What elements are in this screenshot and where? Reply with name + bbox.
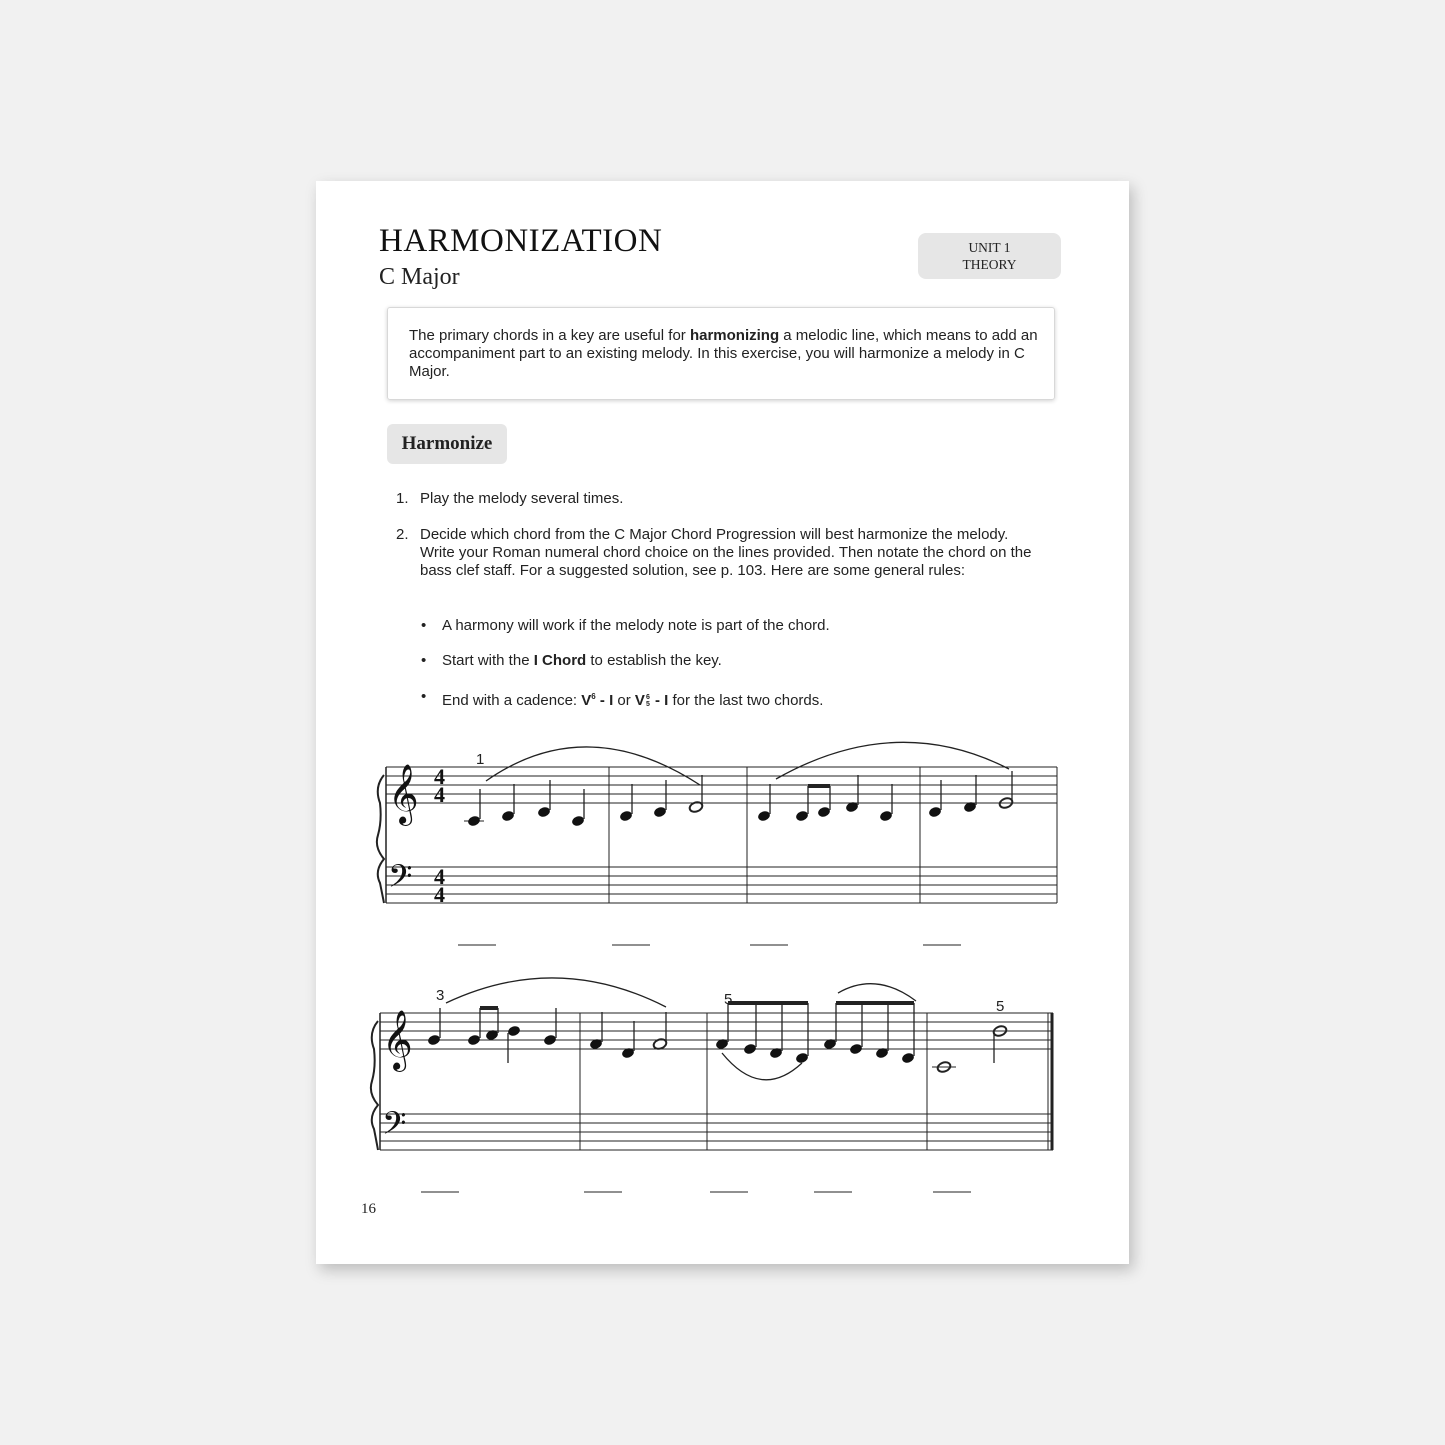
- system-1: [377, 742, 1057, 945]
- rule-text: A harmony will work if the melody note is part of the chord.: [442, 617, 830, 634]
- unit-label: UNIT 1: [968, 240, 1011, 255]
- fingering-number: 3: [436, 987, 445, 1004]
- fingering-number: 5: [996, 998, 1005, 1015]
- treble-clef-icon: 𝄞: [382, 1010, 413, 1070]
- time-sig-top: 4: [434, 864, 445, 889]
- bass-clef-icon: 𝄢: [382, 1105, 407, 1149]
- rule-text-start: End with a cadence:: [442, 692, 582, 709]
- melody-notes: [427, 1003, 1008, 1073]
- time-sig-top: 4: [434, 764, 445, 789]
- chord-v65: V 6 5 - I: [634, 692, 669, 709]
- page-title: HARMONIZATION: [379, 223, 663, 259]
- melody-notes: [464, 771, 1014, 827]
- workbook-page: [316, 181, 1129, 1264]
- intro-bold-term: harmonizing: [689, 327, 780, 344]
- page-subtitle: C Major: [379, 264, 460, 290]
- step-text: Play the melody several times.: [420, 490, 624, 507]
- bullet: •: [421, 688, 427, 705]
- step-number: 2.: [396, 526, 409, 543]
- rule-or: or: [613, 692, 635, 709]
- page-number: 16: [361, 1201, 376, 1217]
- fingering-number: 5: [724, 991, 733, 1008]
- time-sig-bottom: 4: [434, 782, 445, 807]
- intro-text-start: The primary chords in a key are useful for: [409, 327, 690, 344]
- step-text: Decide which chord from the C Major Chord Progression will best harmonize the melody. Write your Roman numeral chord choice on the lines provided. Then notate the chord on the bass clef staff. For a suggested solution, see p. 103. Here are some general rules:: [420, 526, 1032, 579]
- step-number: 1.: [396, 490, 409, 507]
- intro-text-end: a melodic line, which means to add an accompaniment part to an existing melody. In this exercise, you will harmonize a melody in C Major.: [409, 327, 1038, 380]
- fingering-number: 1: [476, 751, 485, 768]
- rule-bold-term: I Chord: [533, 652, 587, 669]
- rule-text-start: Start with the: [442, 652, 534, 669]
- unit-category: THEORY: [962, 257, 1017, 272]
- section-heading: Harmonize: [387, 424, 507, 464]
- rule-text-end: for the last two chords.: [668, 692, 824, 709]
- music-score: [316, 181, 1129, 1264]
- time-sig-bottom: 4: [434, 882, 445, 907]
- treble-clef-icon: 𝄞: [388, 764, 419, 824]
- rule-text-end: to establish the key.: [586, 652, 722, 669]
- bass-clef-icon: 𝄢: [388, 858, 413, 902]
- system-2: [371, 978, 1053, 1192]
- chord-v6: $V^6$ - I: [581, 692, 614, 709]
- bullet: •: [421, 617, 427, 634]
- bullet: •: [421, 652, 427, 669]
